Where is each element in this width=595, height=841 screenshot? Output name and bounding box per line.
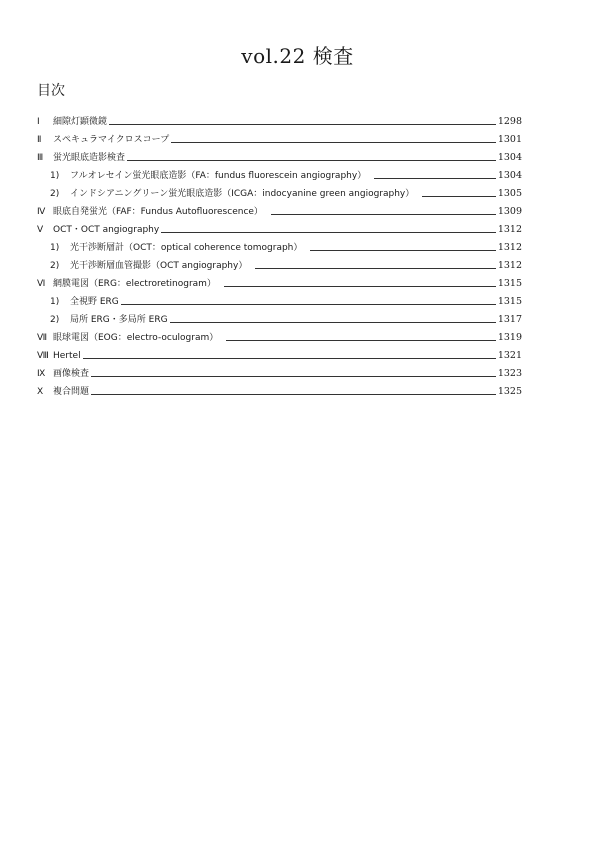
toc-entry-label: 細隙灯顕微鏡 [53,117,108,127]
toc-entry-page-number: 1298 [497,116,522,127]
toc-leader-line [91,394,496,395]
toc-entry-number: Ⅴ [37,225,44,235]
toc-entry-page-number: 1309 [497,206,522,217]
toc-entry-page-number: 1312 [497,260,522,271]
toc-entry-number: Ⅶ [37,333,48,343]
toc-entry [37,128,522,146]
toc-entry-number: Ⅷ [37,351,49,361]
page-title: vol.22 検査 [241,44,354,68]
toc-entry [37,218,522,236]
toc-entry-page-number: 1321 [497,350,522,361]
toc-entry-number: 1) [50,171,60,181]
toc-entry-label: OCT・OCT angiography [53,225,160,235]
toc-leader-line [127,160,496,161]
toc-entry-number: 1) [50,243,60,253]
table-of-contents [37,110,522,398]
toc-leader-line [226,340,496,341]
toc-entry [37,362,522,380]
toc-entry [37,164,522,182]
toc-entry-page-number: 1304 [497,152,522,163]
toc-entry-page-number: 1319 [497,332,522,343]
toc-entry-page-number: 1315 [497,278,522,289]
toc-entry-label: 蛍光眼底造影検査 [53,153,126,163]
toc-entry-label: 複合問題 [53,387,90,397]
toc-leader-line [91,376,496,377]
toc-entry-page-number: 1317 [497,314,522,325]
toc-leader-line [255,268,495,269]
toc-entry [37,182,522,200]
toc-entry-number: Ⅳ [37,207,46,217]
toc-entry-label: 網膜電図（ERG：electroretinogram） [53,279,216,289]
toc-entry-page-number: 1323 [497,368,522,379]
toc-entry [37,254,522,272]
toc-entry-label: フルオレセイン蛍光眼底造影（FA：fundus fluorescein angiography） [70,171,367,181]
toc-entry [37,326,522,344]
toc-leader-line [170,322,496,323]
toc-entry-number: Ⅵ [37,279,46,289]
toc-entry-page-number: 1312 [497,242,522,253]
toc-entry-label: Hertel [53,351,81,361]
toc-entry [37,236,522,254]
toc-entry-page-number: 1305 [497,188,522,199]
toc-leader-line [422,196,496,197]
toc-entry-page-number: 1315 [497,296,522,307]
toc-leader-line [374,178,496,179]
toc-entry [37,110,522,128]
toc-leader-line [171,142,496,143]
toc-entry [37,290,522,308]
toc-entry [37,200,522,218]
toc-entry [37,308,522,326]
toc-entry-number: Ⅹ [37,387,44,397]
toc-entry-number: Ⅲ [37,153,44,163]
toc-entry [37,272,522,290]
toc-leader-line [271,214,496,215]
toc-entry-label: 全視野 ERG [70,297,119,307]
toc-entry-label: スペキュラマイクロスコープ [53,135,170,145]
toc-leader-line [161,232,496,233]
toc-entry-label: 眼球電図（EOG：electro-oculogram） [53,333,219,343]
toc-entry-page-number: 1312 [497,224,522,235]
toc-entry-label: 光干渉断層血管撮影（OCT angiography） [70,261,248,271]
toc-leader-line [121,304,496,305]
toc-entry-number: Ⅱ [37,135,42,145]
toc-entry-number: 2) [50,315,60,325]
toc-leader-line [109,124,496,125]
toc-entry [37,380,522,398]
toc-leader-line [83,358,496,359]
toc-heading: 目次 [37,83,65,99]
toc-entry-label: インドシアニングリーン蛍光眼底造影（ICGA：indocyanine green angiography） [70,189,415,199]
toc-entry-number: Ⅸ [37,369,46,379]
toc-entry-number: 2) [50,261,60,271]
toc-entry [37,344,522,362]
toc-entry-number: 1) [50,297,60,307]
toc-leader-line [310,250,495,251]
toc-entry-label: 局所 ERG・多局所 ERG [70,315,168,325]
toc-entry [37,146,522,164]
toc-entry-page-number: 1325 [497,386,522,397]
toc-entry-number: 2) [50,189,60,199]
toc-entry-label: 画像検査 [53,369,90,379]
toc-entry-label: 光干渉断層計（OCT：optical coherence tomograph） [70,243,303,253]
toc-entry-label: 眼底自発蛍光（FAF：Fundus Autofluorescence） [53,207,263,217]
toc-entry-page-number: 1301 [497,134,522,145]
toc-leader-line [224,286,496,287]
toc-entry-number: Ⅰ [37,117,40,127]
toc-entry-page-number: 1304 [497,170,522,181]
